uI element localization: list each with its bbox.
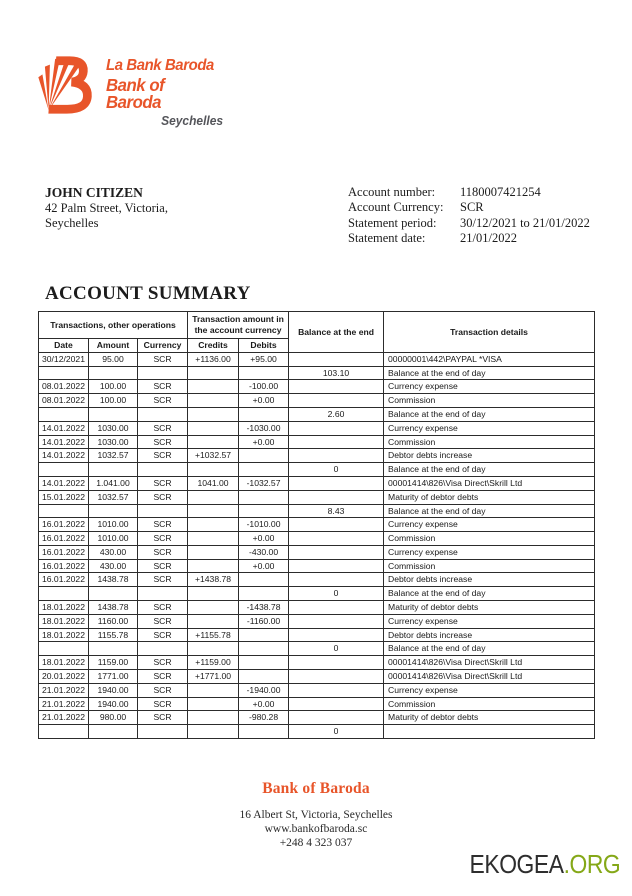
cell-currency: SCR — [138, 559, 188, 573]
cell-credits — [188, 366, 239, 380]
cell-amount — [89, 642, 138, 656]
cell-details: 00001414\826\Visa Direct\Skrill Ltd — [384, 656, 595, 670]
cell-balance — [289, 601, 384, 615]
cell-currency: SCR — [138, 697, 188, 711]
account-number-label: Account number: — [348, 185, 436, 199]
cell-date: 16.01.2022 — [39, 573, 89, 587]
table-row — [39, 518, 595, 532]
account-number-row — [348, 185, 590, 200]
cell-currency — [138, 587, 188, 601]
cell-date — [39, 587, 89, 601]
cell-balance — [289, 352, 384, 366]
cell-date: 08.01.2022 — [39, 394, 89, 408]
cell-amount: 1940.00 — [89, 697, 138, 711]
cell-currency: SCR — [138, 380, 188, 394]
cell-details: Commission — [384, 394, 595, 408]
account-number-value: 1180007421254 — [460, 185, 541, 199]
table-row — [39, 532, 595, 546]
cell-date — [39, 366, 89, 380]
table-row — [39, 463, 595, 477]
table-row — [39, 656, 595, 670]
cell-balance — [289, 711, 384, 725]
cell-credits — [188, 697, 239, 711]
cell-date: 14.01.2022 — [39, 435, 89, 449]
cell-currency: SCR — [138, 352, 188, 366]
table-row — [39, 697, 595, 711]
cell-details: Maturity of debtor debts — [384, 711, 595, 725]
cell-details: Commission — [384, 697, 595, 711]
cell-debits — [239, 504, 289, 518]
table-row — [39, 642, 595, 656]
cell-balance: 0 — [289, 725, 384, 739]
cell-currency: SCR — [138, 656, 188, 670]
cell-debits: +0.00 — [239, 435, 289, 449]
cell-debits — [239, 670, 289, 684]
cell-currency: SCR — [138, 545, 188, 559]
footer — [0, 780, 632, 850]
customer-block — [45, 185, 168, 232]
cell-details: Currency expense — [384, 614, 595, 628]
cell-date — [39, 725, 89, 739]
cell-balance — [289, 697, 384, 711]
cell-credits: +1136.00 — [188, 352, 239, 366]
cell-debits: -1940.00 — [239, 683, 289, 697]
header-debits: Debits — [239, 339, 289, 353]
cell-balance — [289, 476, 384, 490]
cell-currency: SCR — [138, 421, 188, 435]
table-row — [39, 711, 595, 725]
header-currency: Currency — [138, 339, 188, 353]
bank-of-baroda-logo-icon — [38, 54, 102, 116]
table-row — [39, 545, 595, 559]
cell-details: Balance at the end of day — [384, 407, 595, 421]
table-row — [39, 573, 595, 587]
cell-currency: SCR — [138, 449, 188, 463]
cell-credits — [188, 642, 239, 656]
cell-debits: -1030.00 — [239, 421, 289, 435]
cell-details: Commission — [384, 559, 595, 573]
table-row — [39, 476, 595, 490]
cell-details: Balance at the end of day — [384, 504, 595, 518]
cell-debits: +0.00 — [239, 559, 289, 573]
cell-balance — [289, 532, 384, 546]
logo-line-seychelles: Seychelles — [161, 113, 224, 128]
table-row — [39, 380, 595, 394]
cell-amount — [89, 587, 138, 601]
header-credits: Credits — [188, 339, 239, 353]
account-currency-label: Account Currency: — [348, 200, 444, 215]
cell-debits: -1032.57 — [239, 476, 289, 490]
bank-logo — [38, 54, 228, 127]
cell-date: 16.01.2022 — [39, 532, 89, 546]
cell-date: 18.01.2022 — [39, 601, 89, 615]
table-row — [39, 670, 595, 684]
cell-amount: 100.00 — [89, 380, 138, 394]
cell-amount: 1030.00 — [89, 435, 138, 449]
cell-balance — [289, 573, 384, 587]
cell-currency: SCR — [138, 614, 188, 628]
cell-credits — [188, 518, 239, 532]
table-row — [39, 559, 595, 573]
cell-date — [39, 407, 89, 421]
page-title: ACCOUNT SUMMARY — [45, 283, 251, 304]
cell-date: 30/12/2021 — [39, 352, 89, 366]
cell-debits: +0.00 — [239, 697, 289, 711]
cell-balance — [289, 545, 384, 559]
watermark-ekogea: EKOGEA — [469, 849, 564, 879]
cell-debits: +0.00 — [239, 394, 289, 408]
cell-amount: 100.00 — [89, 394, 138, 408]
cell-debits — [239, 628, 289, 642]
cell-amount — [89, 463, 138, 477]
cell-currency — [138, 463, 188, 477]
cell-balance — [289, 628, 384, 642]
table-row — [39, 614, 595, 628]
cell-debits — [239, 463, 289, 477]
cell-debits: -1438.78 — [239, 601, 289, 615]
cell-currency — [138, 407, 188, 421]
cell-date: 14.01.2022 — [39, 449, 89, 463]
cell-details: 00001414\826\Visa Direct\Skrill Ltd — [384, 476, 595, 490]
cell-amount: 1030.00 — [89, 421, 138, 435]
table-row — [39, 352, 595, 366]
statement-period-value: 30/12/2021 to 21/01/2022 — [460, 215, 590, 230]
account-currency-row — [348, 200, 590, 215]
cell-details — [384, 725, 595, 739]
cell-credits — [188, 725, 239, 739]
cell-debits: +0.00 — [239, 532, 289, 546]
cell-credits — [188, 614, 239, 628]
account-currency-value: SCR — [460, 200, 484, 215]
cell-debits — [239, 490, 289, 504]
cell-amount: 1940.00 — [89, 683, 138, 697]
cell-balance: 0 — [289, 463, 384, 477]
table-row — [39, 683, 595, 697]
table-row — [39, 407, 595, 421]
cell-currency: SCR — [138, 601, 188, 615]
cell-credits — [188, 504, 239, 518]
cell-amount: 1438.78 — [89, 601, 138, 615]
cell-balance — [289, 670, 384, 684]
table-row — [39, 435, 595, 449]
cell-credits — [188, 587, 239, 601]
cell-credits — [188, 380, 239, 394]
cell-amount: 1032.57 — [89, 449, 138, 463]
table-row — [39, 421, 595, 435]
cell-date: 20.01.2022 — [39, 670, 89, 684]
cell-date: 21.01.2022 — [39, 683, 89, 697]
cell-details: Currency expense — [384, 380, 595, 394]
watermark-org: .ORG — [563, 849, 620, 879]
cell-currency: SCR — [138, 435, 188, 449]
cell-date: 16.01.2022 — [39, 545, 89, 559]
cell-amount: 430.00 — [89, 559, 138, 573]
cell-currency: SCR — [138, 532, 188, 546]
cell-currency: SCR — [138, 711, 188, 725]
cell-date — [39, 642, 89, 656]
cell-details: Balance at the end of day — [384, 642, 595, 656]
header-amount-in-currency: Transaction amount in the account currency — [188, 312, 289, 339]
cell-debits: +95.00 — [239, 352, 289, 366]
cell-date: 15.01.2022 — [39, 490, 89, 504]
cell-details: Debtor debts increase — [384, 573, 595, 587]
logo-line-bank-of-baroda: Bank of Baroda — [106, 74, 165, 112]
cell-details: Currency expense — [384, 683, 595, 697]
header-transactions-operations: Transactions, other operations — [39, 312, 188, 339]
header-date: Date — [39, 339, 89, 353]
cell-date: 18.01.2022 — [39, 656, 89, 670]
cell-details: Currency expense — [384, 421, 595, 435]
cell-currency — [138, 725, 188, 739]
cell-debits — [239, 587, 289, 601]
table-row — [39, 725, 595, 739]
cell-currency — [138, 366, 188, 380]
cell-details: 00001414\826\Visa Direct\Skrill Ltd — [384, 670, 595, 684]
cell-debits: -430.00 — [239, 545, 289, 559]
cell-currency: SCR — [138, 490, 188, 504]
table-row — [39, 628, 595, 642]
cell-balance — [289, 490, 384, 504]
statement-date-row — [348, 231, 590, 246]
cell-credits — [188, 435, 239, 449]
cell-credits — [188, 394, 239, 408]
cell-credits: +1155.78 — [188, 628, 239, 642]
cell-currency — [138, 642, 188, 656]
cell-amount: 1155.78 — [89, 628, 138, 642]
cell-details: Currency expense — [384, 518, 595, 532]
cell-credits: +1032.57 — [188, 449, 239, 463]
cell-date: 08.01.2022 — [39, 380, 89, 394]
bank-logo-text — [106, 54, 223, 127]
cell-credits — [188, 532, 239, 546]
cell-credits: +1438.78 — [188, 573, 239, 587]
customer-address-line1: 42 Palm Street, Victoria, — [45, 200, 168, 215]
footer-phone: +248 4 323 037 — [279, 837, 353, 849]
cell-balance — [289, 518, 384, 532]
cell-debits: -1010.00 — [239, 518, 289, 532]
cell-date — [39, 463, 89, 477]
cell-currency: SCR — [138, 683, 188, 697]
cell-balance: 0 — [289, 642, 384, 656]
footer-bank-name: Bank of Baroda — [262, 780, 370, 797]
cell-details: Maturity of debtor debts — [384, 601, 595, 615]
cell-balance — [289, 435, 384, 449]
cell-debits — [239, 642, 289, 656]
cell-debits — [239, 725, 289, 739]
cell-details: Debtor debts increase — [384, 449, 595, 463]
cell-credits — [188, 545, 239, 559]
cell-balance: 0 — [289, 587, 384, 601]
customer-address-line2: Seychelles — [45, 216, 99, 230]
cell-date: 21.01.2022 — [39, 711, 89, 725]
cell-date: 16.01.2022 — [39, 518, 89, 532]
cell-balance — [289, 449, 384, 463]
statement-date-value: 21/01/2022 — [460, 230, 517, 245]
cell-date: 18.01.2022 — [39, 628, 89, 642]
cell-credits — [188, 711, 239, 725]
table-group-header-row — [39, 312, 595, 339]
cell-date — [39, 504, 89, 518]
cell-amount: 1160.00 — [89, 614, 138, 628]
cell-currency — [138, 504, 188, 518]
cell-amount: 980.00 — [89, 711, 138, 725]
account-summary-table — [38, 311, 595, 739]
cell-credits: +1771.00 — [188, 670, 239, 684]
cell-debits: -1160.00 — [239, 614, 289, 628]
cell-details: Balance at the end of day — [384, 463, 595, 477]
cell-amount: 1032.57 — [89, 490, 138, 504]
customer-name: JOHN CITIZEN — [45, 185, 143, 200]
cell-currency: SCR — [138, 476, 188, 490]
cell-details: Currency expense — [384, 545, 595, 559]
cell-balance: 8.43 — [289, 504, 384, 518]
cell-details: Maturity of debtor debts — [384, 490, 595, 504]
cell-balance: 2.60 — [289, 407, 384, 421]
cell-balance — [289, 559, 384, 573]
cell-currency: SCR — [138, 518, 188, 532]
footer-website: www.bankofbaroda.sc — [264, 823, 368, 835]
ekogea-watermark — [469, 849, 620, 880]
cell-amount: 1438.78 — [89, 573, 138, 587]
cell-date: 14.01.2022 — [39, 421, 89, 435]
cell-debits — [239, 407, 289, 421]
cell-details: Commission — [384, 532, 595, 546]
table-row — [39, 449, 595, 463]
cell-currency: SCR — [138, 670, 188, 684]
cell-date: 16.01.2022 — [39, 559, 89, 573]
cell-currency: SCR — [138, 573, 188, 587]
cell-date: 14.01.2022 — [39, 476, 89, 490]
cell-amount: 430.00 — [89, 545, 138, 559]
cell-details: Balance at the end of day — [384, 587, 595, 601]
cell-balance — [289, 656, 384, 670]
cell-balance: 103.10 — [289, 366, 384, 380]
logo-line-la-bank-baroda: La Bank Baroda — [106, 57, 214, 74]
cell-date: 18.01.2022 — [39, 614, 89, 628]
statement-period-label: Statement period: — [348, 215, 437, 230]
cell-balance — [289, 421, 384, 435]
cell-credits — [188, 421, 239, 435]
cell-balance — [289, 614, 384, 628]
cell-credits — [188, 601, 239, 615]
cell-debits — [239, 366, 289, 380]
statement-date-label: Statement date: — [348, 230, 426, 245]
cell-currency: SCR — [138, 394, 188, 408]
cell-credits — [188, 683, 239, 697]
cell-credits — [188, 490, 239, 504]
cell-amount — [89, 725, 138, 739]
table-row — [39, 490, 595, 504]
cell-debits — [239, 449, 289, 463]
header-amount: Amount — [89, 339, 138, 353]
cell-balance — [289, 394, 384, 408]
cell-credits: +1159.00 — [188, 656, 239, 670]
cell-amount: 1010.00 — [89, 532, 138, 546]
table-row — [39, 504, 595, 518]
table-row — [39, 587, 595, 601]
table-row — [39, 366, 595, 380]
header-transaction-details: Transaction details — [384, 312, 595, 353]
cell-debits — [239, 656, 289, 670]
cell-balance — [289, 380, 384, 394]
cell-debits — [239, 573, 289, 587]
cell-balance — [289, 683, 384, 697]
cell-details: 00000001\442\PAYPAL *VISA — [384, 352, 595, 366]
cell-debits: -100.00 — [239, 380, 289, 394]
cell-credits — [188, 559, 239, 573]
cell-credits — [188, 407, 239, 421]
table-row — [39, 601, 595, 615]
cell-debits: -980.28 — [239, 711, 289, 725]
cell-amount: 1771.00 — [89, 670, 138, 684]
header-balance-at-end: Balance at the end — [289, 312, 384, 353]
cell-amount: 1159.00 — [89, 656, 138, 670]
cell-amount: 1.041.00 — [89, 476, 138, 490]
cell-amount — [89, 407, 138, 421]
cell-amount — [89, 366, 138, 380]
cell-amount — [89, 504, 138, 518]
cell-amount: 1010.00 — [89, 518, 138, 532]
table-row — [39, 394, 595, 408]
footer-address: 16 Albert St, Victoria, Seychelles — [239, 809, 393, 821]
statement-period-row — [348, 216, 590, 231]
cell-details: Commission — [384, 435, 595, 449]
cell-details: Debtor debts increase — [384, 628, 595, 642]
cell-credits: 1041.00 — [188, 476, 239, 490]
cell-currency: SCR — [138, 628, 188, 642]
cell-credits — [188, 463, 239, 477]
account-info-block — [348, 185, 590, 246]
cell-amount: 95.00 — [89, 352, 138, 366]
table-body — [39, 352, 595, 738]
cell-details: Balance at the end of day — [384, 366, 595, 380]
cell-date: 21.01.2022 — [39, 697, 89, 711]
